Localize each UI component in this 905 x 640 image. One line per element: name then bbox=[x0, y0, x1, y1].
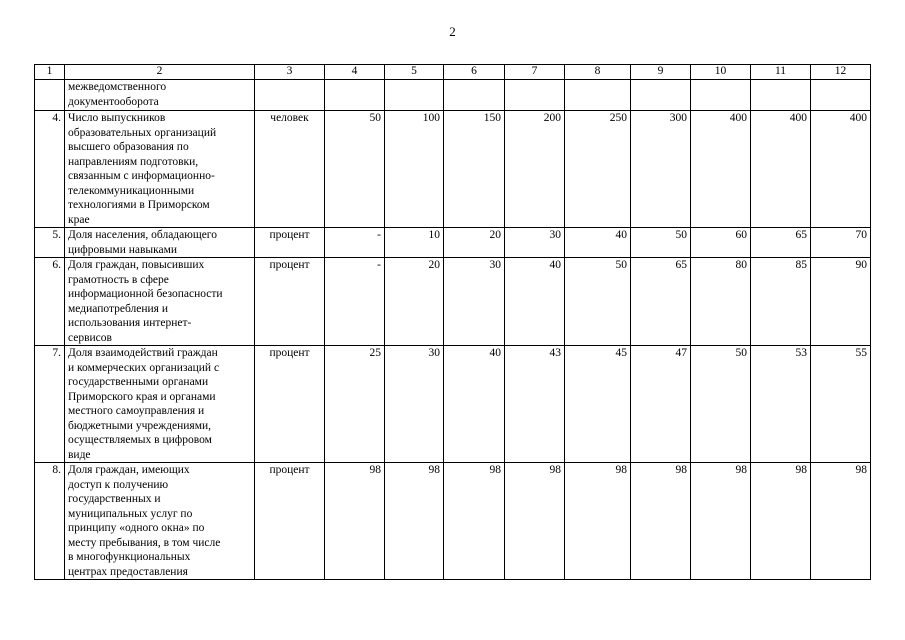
value-cell bbox=[811, 80, 871, 111]
value-cell: 53 bbox=[751, 346, 811, 463]
value-cell: 20 bbox=[385, 258, 444, 346]
row-number: 7. bbox=[35, 346, 65, 463]
value-cell bbox=[565, 80, 631, 111]
column-header: 5 bbox=[385, 65, 444, 80]
value-cell: 10 bbox=[385, 228, 444, 258]
column-header: 2 bbox=[65, 65, 255, 80]
value-cell: 98 bbox=[385, 463, 444, 580]
row-number: 5. bbox=[35, 228, 65, 258]
value-cell: 65 bbox=[631, 258, 691, 346]
table-row bbox=[35, 228, 871, 258]
table-row bbox=[35, 111, 871, 228]
value-cell: 25 bbox=[325, 346, 385, 463]
column-header: 3 bbox=[255, 65, 325, 80]
value-cell: 150 bbox=[444, 111, 505, 228]
value-cell: 50 bbox=[631, 228, 691, 258]
table-row bbox=[35, 258, 871, 346]
indicator-name-cell bbox=[65, 228, 255, 258]
column-header: 8 bbox=[565, 65, 631, 80]
value-cell bbox=[444, 80, 505, 111]
unit-cell: процент bbox=[255, 228, 325, 258]
indicator-name: Доля населения, обладающего цифровыми навыками bbox=[68, 229, 217, 256]
value-cell bbox=[631, 80, 691, 111]
value-cell: 50 bbox=[565, 258, 631, 346]
value-cell: 300 bbox=[631, 111, 691, 228]
value-cell: 98 bbox=[691, 463, 751, 580]
value-cell: 400 bbox=[811, 111, 871, 228]
indicator-name-cell bbox=[65, 463, 255, 580]
value-cell: 55 bbox=[811, 346, 871, 463]
value-cell bbox=[385, 80, 444, 111]
value-cell: 200 bbox=[505, 111, 565, 228]
value-cell bbox=[751, 80, 811, 111]
value-cell: 40 bbox=[444, 346, 505, 463]
value-cell: 45 bbox=[565, 346, 631, 463]
value-cell: 250 bbox=[565, 111, 631, 228]
column-header: 11 bbox=[751, 65, 811, 80]
value-cell: 50 bbox=[691, 346, 751, 463]
header-row bbox=[35, 65, 871, 80]
value-cell: 98 bbox=[565, 463, 631, 580]
value-cell bbox=[505, 80, 565, 111]
indicator-name: Доля взаимодействий граждан и коммерческих организаций с государственными органами Приморского края и органами местного самоуправления и бюджетными учреждениями, осуществляемых в цифровом виде bbox=[68, 347, 220, 461]
page-number: 2 bbox=[449, 24, 456, 39]
unit-cell bbox=[255, 80, 325, 111]
value-cell bbox=[325, 80, 385, 111]
column-header: 7 bbox=[505, 65, 565, 80]
value-cell: 98 bbox=[811, 463, 871, 580]
value-cell: 98 bbox=[751, 463, 811, 580]
value-cell: 98 bbox=[631, 463, 691, 580]
row-number: 6. bbox=[35, 258, 65, 346]
column-header: 4 bbox=[325, 65, 385, 80]
row-number bbox=[35, 80, 65, 111]
indicator-name-cell bbox=[65, 111, 255, 228]
indicator-name-cell bbox=[65, 80, 255, 111]
value-cell: 90 bbox=[811, 258, 871, 346]
unit-cell: процент bbox=[255, 463, 325, 580]
value-cell: 85 bbox=[751, 258, 811, 346]
value-cell: 400 bbox=[751, 111, 811, 228]
column-header: 12 bbox=[811, 65, 871, 80]
value-cell: 80 bbox=[691, 258, 751, 346]
value-cell: 60 bbox=[691, 228, 751, 258]
value-cell: 30 bbox=[444, 258, 505, 346]
row-number: 8. bbox=[35, 463, 65, 580]
indicator-name-cell bbox=[65, 346, 255, 463]
value-cell: 40 bbox=[565, 228, 631, 258]
value-cell: 30 bbox=[505, 228, 565, 258]
value-cell: 98 bbox=[444, 463, 505, 580]
row-number: 4. bbox=[35, 111, 65, 228]
value-cell: 47 bbox=[631, 346, 691, 463]
indicator-name: Доля граждан, повысивших грамотность в сфере информационной безопасности медиапотребления и использования интернет- сервисов bbox=[68, 259, 223, 344]
column-header: 6 bbox=[444, 65, 505, 80]
indicator-name: межведомственного документооборота bbox=[68, 81, 167, 108]
indicator-name: Число выпускников образовательных организаций высшего образования по направлениям подготовки, связанным с информационно- телекоммуникационными технологиями в Приморском крае bbox=[68, 112, 217, 226]
value-cell: 98 bbox=[325, 463, 385, 580]
value-cell: - bbox=[325, 258, 385, 346]
value-cell: 50 bbox=[325, 111, 385, 228]
unit-cell: процент bbox=[255, 346, 325, 463]
value-cell: 43 bbox=[505, 346, 565, 463]
indicators-table bbox=[34, 64, 871, 580]
unit-cell: человек bbox=[255, 111, 325, 228]
value-cell: - bbox=[325, 228, 385, 258]
table-row bbox=[35, 346, 871, 463]
table-row bbox=[35, 80, 871, 111]
value-cell: 40 bbox=[505, 258, 565, 346]
indicator-name: Доля граждан, имеющих доступ к получению государственных и муниципальных услуг по принципу «одного окна» по месту пребывания, в том числе в многофункциональных центрах предоставления bbox=[68, 464, 221, 578]
value-cell: 400 bbox=[691, 111, 751, 228]
indicator-name-cell bbox=[65, 258, 255, 346]
value-cell: 100 bbox=[385, 111, 444, 228]
table-row bbox=[35, 463, 871, 580]
column-header: 9 bbox=[631, 65, 691, 80]
column-header: 10 bbox=[691, 65, 751, 80]
value-cell: 70 bbox=[811, 228, 871, 258]
value-cell: 30 bbox=[385, 346, 444, 463]
value-cell: 65 bbox=[751, 228, 811, 258]
value-cell: 98 bbox=[505, 463, 565, 580]
value-cell bbox=[691, 80, 751, 111]
unit-cell: процент bbox=[255, 258, 325, 346]
value-cell: 20 bbox=[444, 228, 505, 258]
column-header: 1 bbox=[35, 65, 65, 80]
